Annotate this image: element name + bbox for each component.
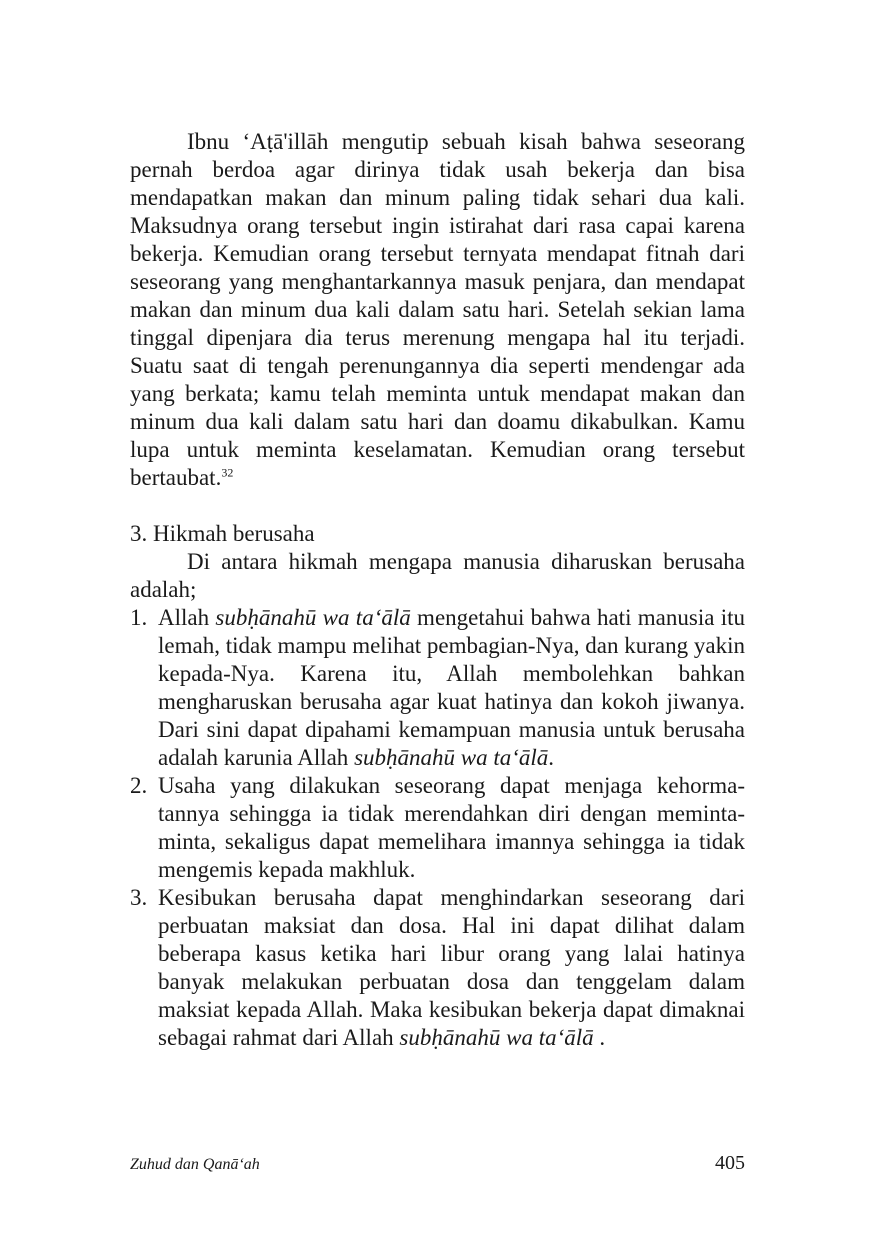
paragraph-kisah-text: Ibnu ‘Aṭā'illāh mengutip sebuah kisah bahwa seseorang pernah berdoa agar dirinya tidak usah bekerja dan bisa mendapatkan makan dan minum paling tidak sehari dua kali. Maksudnya orang tersebut ingin istirahat dari rasa capai karena bekerja. Kemudian orang tersebut ternyata mendapat fitnah dari seseorang yang menghantarkannya masuk penjara, dan mendapat makan dan minum dua kali dalam satu hari. Setelah sekian lama tinggal dipenjara dia terus merenung mengapa hal itu terjadi. Suatu saat di tengah perenungannya dia seperti mendengar ada yang berkata; kamu telah meminta untuk mendapat makan dan minum dua kali dalam satu hari dan doamu dikabulkan. Kamu lupa untuk meminta keselamatan. Kemudian orang tersebut bertaubat. [130, 129, 745, 490]
list-item-number: 1. [130, 605, 148, 630]
list-item-text-part: Allah [158, 605, 216, 630]
page-footer [130, 1152, 745, 1175]
list-item-text-part: Kesibukan berusaha dapat menghindarkan seseorang dari perbuatan maksiat dan dosa. Hal ini dapat dilihat dalam beberapa kasus ketika hari libur orang yang lalai hatinya banyak melakukan perbuatan dosa dan tenggelam dalam maksiat kepada Allah. Maka kesibukan bekerja dapat dimaknai sebagai rahmat dari Allah [158, 885, 745, 1050]
list-item-number: 2. [130, 773, 148, 798]
page-number: 405 [715, 1152, 745, 1174]
list-item [130, 884, 745, 1052]
list-item-text-part: . [593, 1025, 606, 1050]
list-item-text: Usaha yang dilakukan seseorang dapat menjaga kehorma-tannya sehingga ia tidak merendahkan diri dengan meminta-minta, sekaligus dapat memelihara imannya sehingga ia tidak mengemis kepada makhluk. [158, 773, 745, 882]
list-item-text [158, 884, 745, 1052]
running-title: Zuhud dan Qanā‘ah [130, 1156, 260, 1173]
list-item-number: 3. [130, 885, 148, 910]
footnote-marker: 32 [221, 465, 234, 480]
arabic-transliteration: subḥānahū wa ta‘ālā [399, 1025, 594, 1050]
list-item-text-part: mengetahui bahwa hati manusia itu lemah, tidak mampu melihat pembagian-Nya, dan kurang yakin kepada-Nya. Karena itu, Allah membolehkan bahkan mengharuskan berusaha agar kuat hatinya dan kokoh jiwanya. Dari sini dapat dipahami kemampuan manusia untuk berusaha adalah karunia Allah [158, 605, 745, 770]
list-item-text [158, 604, 745, 772]
page-content [130, 128, 745, 1052]
hikmah-list [130, 604, 745, 1052]
paragraph-kisah [130, 128, 745, 492]
list-item [130, 772, 745, 884]
section-heading: 3. Hikmah berusaha [130, 521, 315, 546]
list-item-text-part: . [548, 745, 555, 770]
list-item [130, 604, 745, 772]
arabic-transliteration: subḥānahū wa ta‘ālā [354, 745, 549, 770]
section-intro: Di antara hikmah mengapa manusia diharuskan berusaha adalah; [130, 549, 745, 602]
arabic-transliteration: subḥānahū wa ta‘ālā [215, 605, 411, 630]
